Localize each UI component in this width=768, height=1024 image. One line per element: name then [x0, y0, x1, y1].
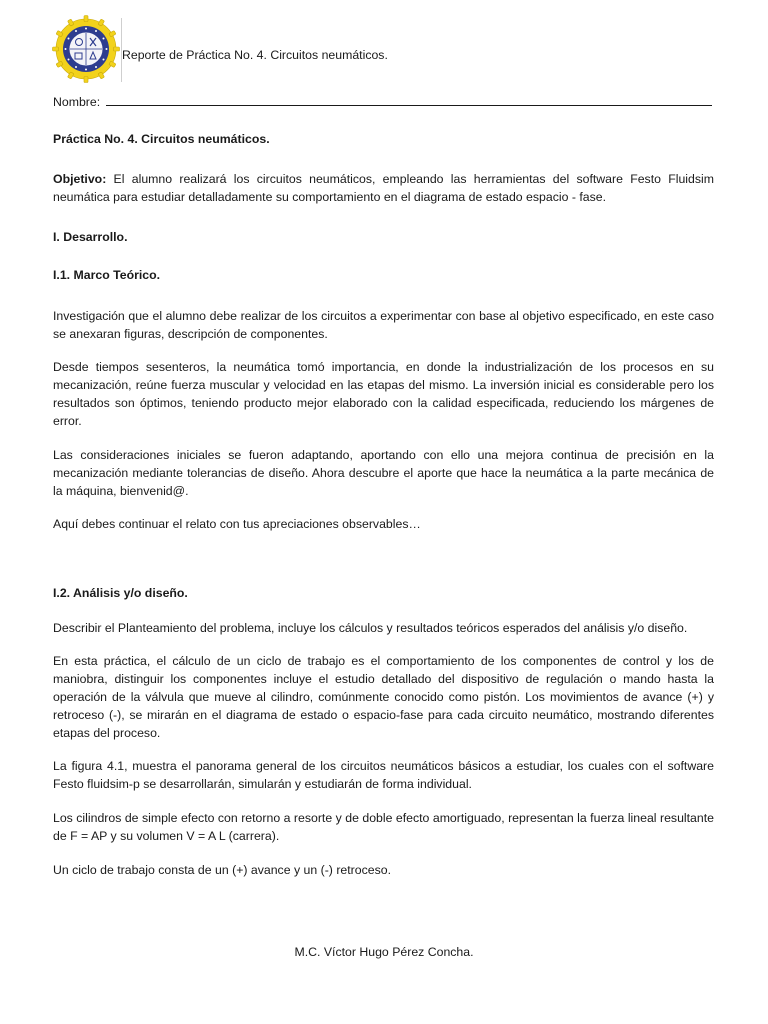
- name-field-label: Nombre:: [53, 95, 101, 109]
- document-body: [53, 130, 714, 879]
- paragraph-en-esta-practica: En esta práctica, el cálculo de un ciclo de trabajo es el comportamiento de los componentes de control y los de maniobra, distinguir los componentes incluye el estudio detallado del dispositivo de regulación o mando hasta la operación de la válvula que mueve al cilindro, comúnmente conocido como pistón. Los movimientos de avance (+) y retroceso (-), se mirarán en el diagrama de estado o espacio-fase para cada circuito neumático, mostrando diferentes etapas del proceso.: [53, 654, 714, 740]
- paragraph-consideraciones: Las consideraciones iniciales se fueron adaptando, aportando con ello una mejora continua de precisión en la mecanización mediante tolerancias de diseño. Ahora descubre el aporte que hace la neumática a la parte mecánica de la máquina, bienvenid@.: [53, 448, 714, 498]
- paragraph-aqui-debes: Aquí debes continuar el relato con tus apreciaciones observables…: [53, 517, 421, 531]
- header-title: Reporte de Práctica No. 4. Circuitos neumáticos.: [122, 48, 388, 62]
- paragraph-describir: Describir el Planteamiento del problema, incluye los cálculos y resultados teóricos esperados del análisis y/o diseño.: [53, 621, 688, 635]
- objective-text: El alumno realizará los circuitos neumáticos, empleando las herramientas del software Festo Fluidsim neumática para estudiar detalladamente su comportamiento en el diagrama de estado espacio - fase.: [53, 172, 714, 204]
- name-field: [53, 93, 712, 110]
- footer-author: M.C. Víctor Hugo Pérez Concha.: [294, 945, 474, 959]
- section-heading-marco-teorico: I.1. Marco Teórico.: [53, 268, 161, 282]
- paragraph-investigacion: Investigación que el alumno debe realizar de los circuitos a experimentar con base al objetivo especificado, en este caso se anexaran figuras, descripción de componentes.: [53, 309, 714, 341]
- section-heading-analisis: I.2. Análisis y/o diseño.: [53, 586, 188, 600]
- name-field-blank-line[interactable]: [106, 93, 712, 106]
- paragraph-ciclo-trabajo: Un ciclo de trabajo consta de un (+) avance y un (-) retroceso.: [53, 863, 391, 877]
- objective-label: Objetivo:: [53, 172, 107, 186]
- objective-paragraph: [53, 170, 714, 206]
- document-title: Práctica No. 4. Circuitos neumáticos.: [53, 132, 270, 146]
- institution-seal-icon: [52, 14, 120, 84]
- paragraph-cilindros: Los cilindros de simple efecto con retorno a resorte y de doble efecto amortiguado, representan la fuerza lineal resultante de F = AP y su volumen V = A L (carrera).: [53, 811, 714, 843]
- paragraph-figura-4-1: La figura 4.1, muestra el panorama general de los circuitos neumáticos básicos a estudiar, los cuales con el software Festo fluidsim-p se desarrollarán, simularán y estudiarán de forma individual.: [53, 759, 714, 791]
- paragraph-desde-tiempos: Desde tiempos sesenteros, la neumática tomó importancia, en donde la industrialización de los procesos en su mecanización, reúne fuerza muscular y velocidad en las etapas del mismo. La inversión inicial es considerable pero los resultados son óptimos, teniendo producto mejor elaborado con la calidad especificada, reduciendo los márgenes de error.: [53, 360, 714, 428]
- section-heading-desarrollo: I. Desarrollo.: [53, 230, 128, 244]
